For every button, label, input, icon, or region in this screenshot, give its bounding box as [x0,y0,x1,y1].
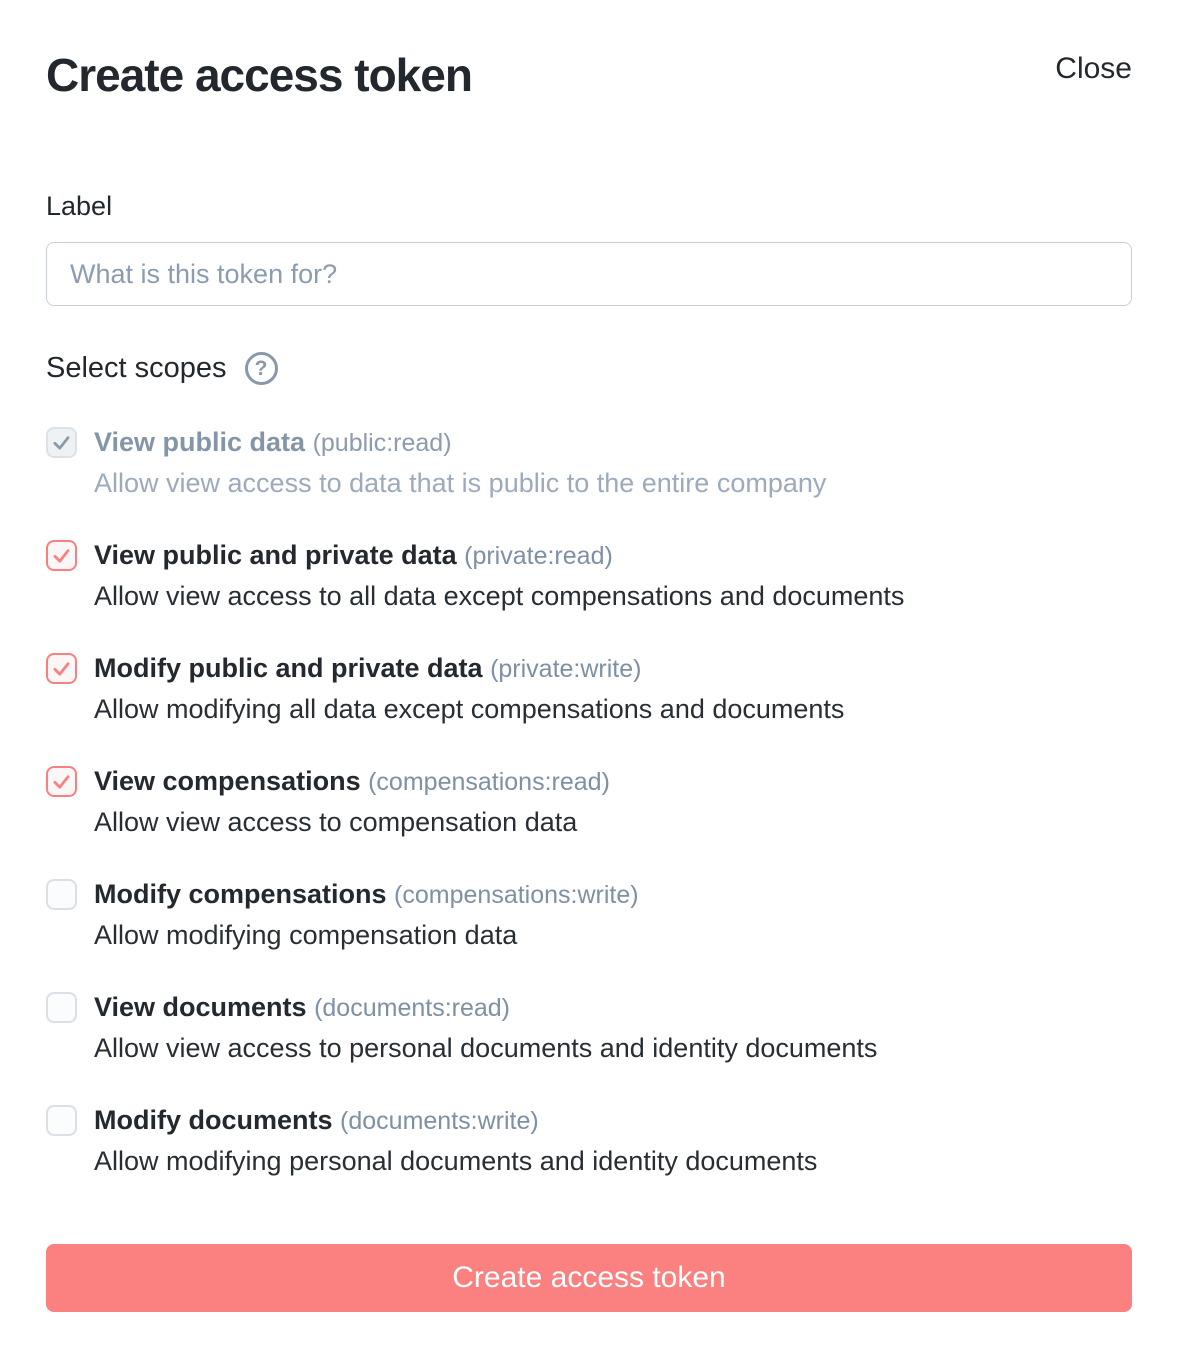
scope-code: (public:read) [312,429,452,458]
label-field-label: Label [46,191,113,222]
scope-code: (documents:write) [340,1107,539,1136]
scope-row[interactable] [46,1103,1132,1178]
scope-row[interactable] [46,877,1132,952]
scope-row[interactable] [46,425,1132,500]
scope-code: (documents:read) [314,994,511,1023]
scope-title: View compensations [94,766,361,797]
page-title: Create access token [46,49,472,101]
create-access-token-button[interactable]: Create access token [46,1244,1132,1312]
check-icon [51,545,72,566]
scope-description: Allow view access to compensation data [94,807,578,838]
scope-list [46,425,1132,1178]
close-button[interactable]: Close [1055,48,1132,90]
scope-code: (compensations:read) [368,768,610,797]
scope-title: View public and private data [94,540,457,571]
scopes-heading-label: Select scopes [46,352,227,385]
scope-title: View documents [94,992,307,1023]
scope-row[interactable] [46,990,1132,1065]
scope-title: Modify documents [94,1105,333,1136]
scope-title: View public data [94,427,306,458]
scope-description: Allow view access to all data except compensations and documents [94,581,905,612]
checkbox-modify-public-private-data[interactable] [46,653,77,684]
checkbox-view-public-private-data[interactable] [46,540,77,571]
scope-description: Allow view access to personal documents and identity documents [94,1033,878,1064]
scope-row[interactable] [46,651,1132,726]
modal-header [46,48,1132,103]
scope-row[interactable] [46,538,1132,613]
checkbox-view-public-data[interactable] [46,427,77,458]
scope-description: Allow modifying personal documents and identity documents [94,1146,818,1177]
scope-code: (compensations:write) [394,881,639,910]
scopes-heading [46,352,1132,385]
scope-row[interactable] [46,764,1132,839]
checkbox-modify-compensations[interactable] [46,879,77,910]
scope-description: Allow modifying all data except compensations and documents [94,694,845,725]
scope-title: Modify compensations [94,879,387,910]
question-mark-circle-icon[interactable]: ? [245,352,278,385]
check-icon [51,432,72,453]
checkbox-view-documents[interactable] [46,992,77,1023]
check-icon [51,771,72,792]
scope-description: Allow view access to data that is public to the entire company [94,468,827,499]
scope-title: Modify public and private data [94,653,483,684]
scope-code: (private:read) [464,542,613,571]
scope-code: (private:write) [490,655,642,684]
checkbox-view-compensations[interactable] [46,766,77,797]
checkbox-modify-documents[interactable] [46,1105,77,1136]
check-icon [51,658,72,679]
token-label-input[interactable] [46,242,1132,306]
scope-description: Allow modifying compensation data [94,920,518,951]
